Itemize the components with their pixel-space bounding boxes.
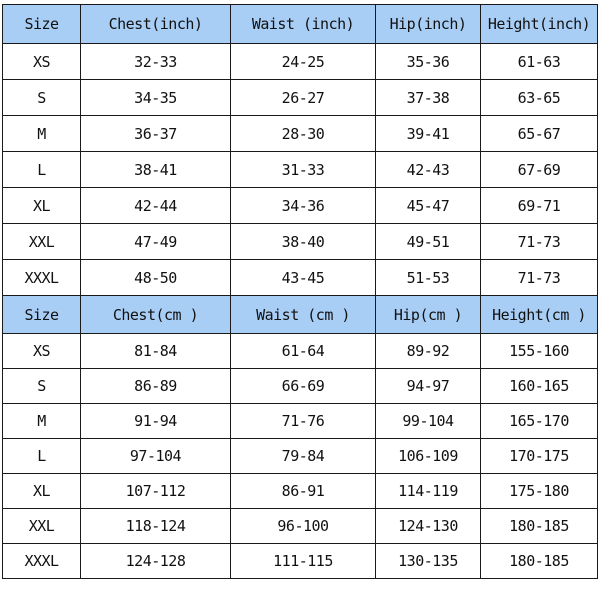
height-cell: 160-165 [481,369,598,404]
chest-cell: 32-33 [81,44,231,80]
table-row [3,369,598,404]
height-cell: 69-71 [481,188,598,224]
height-cell: 165-170 [481,404,598,439]
size-cell: M [3,404,81,439]
size-cell: XXXL [3,260,81,296]
waist-cell: 111-115 [231,544,376,579]
table-row [3,152,598,188]
inch-header-size: Size [3,5,81,44]
chest-cell: 47-49 [81,224,231,260]
table-row [3,44,598,80]
hip-cell: 51-53 [376,260,481,296]
hip-cell: 49-51 [376,224,481,260]
height-cell: 67-69 [481,152,598,188]
chest-cell: 36-37 [81,116,231,152]
cm-header-hip: Hip(cm ) [376,296,481,334]
waist-cell: 28-30 [231,116,376,152]
waist-cell: 24-25 [231,44,376,80]
chest-cell: 42-44 [81,188,231,224]
size-cell: S [3,369,81,404]
table-row [3,439,598,474]
waist-cell: 43-45 [231,260,376,296]
height-cell: 175-180 [481,474,598,509]
waist-cell: 96-100 [231,509,376,544]
cm-table [3,296,598,579]
hip-cell: 45-47 [376,188,481,224]
chest-cell: 81-84 [81,334,231,369]
table-row [3,224,598,260]
waist-cell: 31-33 [231,152,376,188]
chest-cell: 86-89 [81,369,231,404]
table-row [3,116,598,152]
height-cell: 180-185 [481,509,598,544]
cm-header-height: Height(cm ) [481,296,598,334]
cm-header-size: Size [3,296,81,334]
waist-cell: 66-69 [231,369,376,404]
inch-header-hip: Hip(inch) [376,5,481,44]
inch-header-chest: Chest(inch) [81,5,231,44]
table-row [3,80,598,116]
table-row [3,260,598,296]
table-row [3,474,598,509]
height-cell: 65-67 [481,116,598,152]
table-row [3,334,598,369]
waist-cell: 61-64 [231,334,376,369]
waist-cell: 34-36 [231,188,376,224]
waist-cell: 79-84 [231,439,376,474]
inch-header-height: Height(inch) [481,5,598,44]
chest-cell: 118-124 [81,509,231,544]
hip-cell: 124-130 [376,509,481,544]
height-cell: 170-175 [481,439,598,474]
hip-cell: 42-43 [376,152,481,188]
size-cell: XL [3,474,81,509]
chest-cell: 124-128 [81,544,231,579]
size-cell: XXL [3,509,81,544]
waist-cell: 71-76 [231,404,376,439]
size-cell: XL [3,188,81,224]
size-cell: L [3,152,81,188]
size-cell: XXL [3,224,81,260]
inch-header-waist: Waist (inch) [231,5,376,44]
inch-header-row [3,5,598,44]
table-row [3,188,598,224]
hip-cell: 94-97 [376,369,481,404]
hip-cell: 114-119 [376,474,481,509]
chest-cell: 38-41 [81,152,231,188]
waist-cell: 38-40 [231,224,376,260]
hip-cell: 89-92 [376,334,481,369]
size-cell: XS [3,44,81,80]
hip-cell: 39-41 [376,116,481,152]
table-row [3,544,598,579]
height-cell: 71-73 [481,224,598,260]
inch-table [3,5,598,296]
chest-cell: 91-94 [81,404,231,439]
cm-header-waist: Waist (cm ) [231,296,376,334]
cm-header-chest: Chest(cm ) [81,296,231,334]
chest-cell: 34-35 [81,80,231,116]
size-chart-table [2,4,598,579]
size-cell: S [3,80,81,116]
waist-cell: 26-27 [231,80,376,116]
chest-cell: 97-104 [81,439,231,474]
waist-cell: 86-91 [231,474,376,509]
chest-cell: 107-112 [81,474,231,509]
table-row [3,509,598,544]
table-row [3,404,598,439]
hip-cell: 99-104 [376,404,481,439]
height-cell: 61-63 [481,44,598,80]
size-cell: M [3,116,81,152]
height-cell: 63-65 [481,80,598,116]
hip-cell: 106-109 [376,439,481,474]
chest-cell: 48-50 [81,260,231,296]
size-cell: L [3,439,81,474]
height-cell: 155-160 [481,334,598,369]
size-cell: XXXL [3,544,81,579]
hip-cell: 37-38 [376,80,481,116]
hip-cell: 130-135 [376,544,481,579]
size-cell: XS [3,334,81,369]
hip-cell: 35-36 [376,44,481,80]
height-cell: 71-73 [481,260,598,296]
cm-header-row [3,296,598,334]
height-cell: 180-185 [481,544,598,579]
